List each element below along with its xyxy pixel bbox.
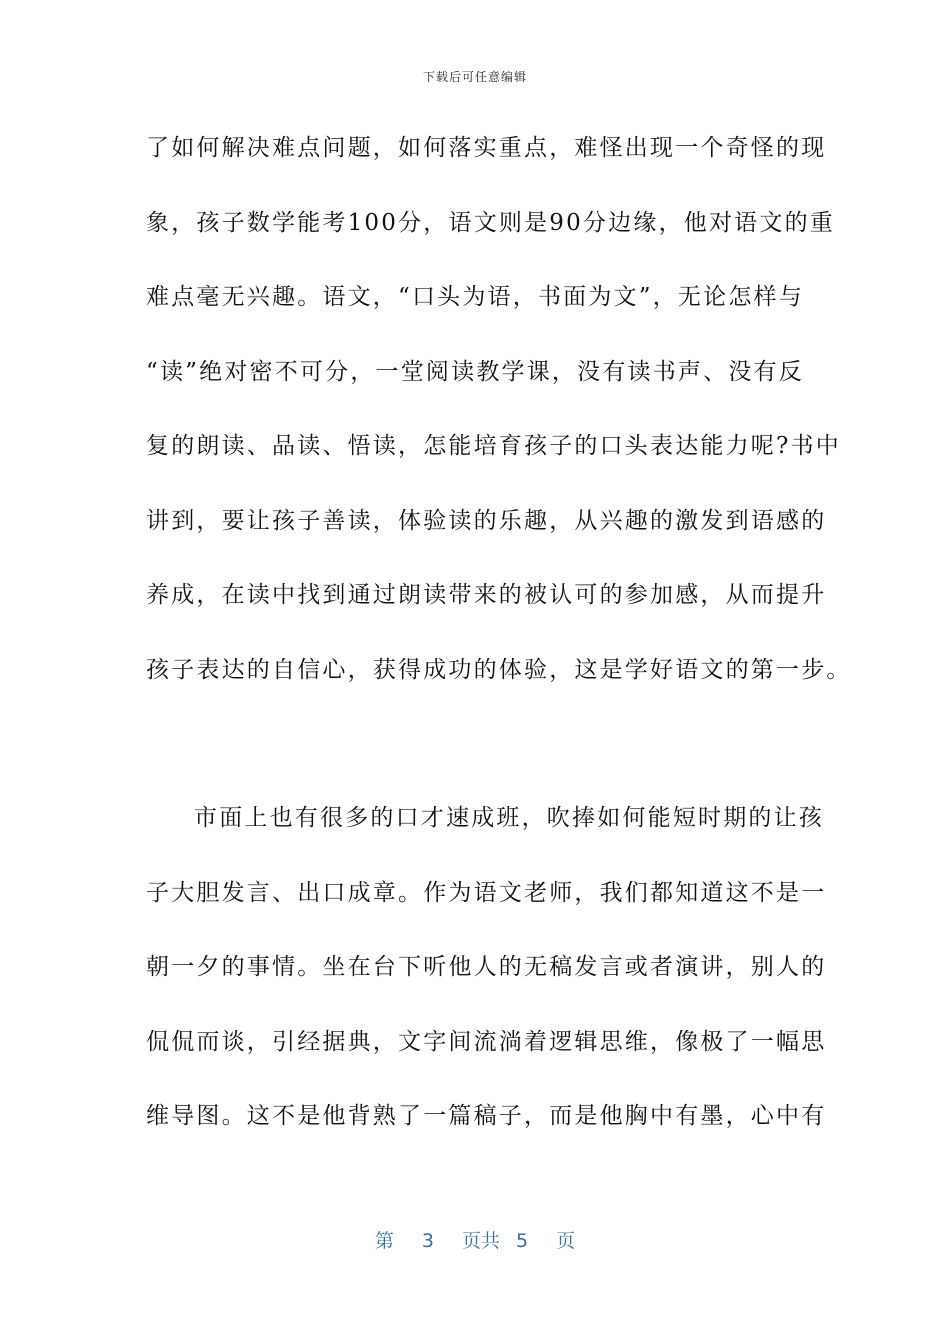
text-line: 养成，在读中找到通过朗读带来的被认可的参加感，从而提升 [146,582,827,608]
paragraph-2 [146,803,827,1176]
footer-current-page: 3 [421,1230,434,1252]
text-line: 复的朗读、品读、悟读，怎能培育孩子的口头表达能力呢?书中 [146,433,841,459]
text-line: 朝一夕的事情。坐在台下听他人的无稿发言或者演讲，别人的 [146,954,827,980]
text-line: 难点毫无兴趣。语文，“口头为语，书面为文”，无论怎样与 [146,284,804,310]
footer-ye: 页 [556,1230,576,1252]
text-line: 孩子表达的自信心，获得成功的体验，这是学好语文的第一步。 [146,656,852,683]
text-line: 象，孩子数学能考100分，语文则是90分边缘，他对语文的重 [146,209,835,236]
text-line: 侃侃而谈，引经据典，文字间流淌着逻辑思维，像极了一幅思 [146,1028,827,1055]
text-line: 子大胆发言、出口成章。作为语文老师，我们都知道这不是一 [146,879,827,906]
footer-di: 第 [374,1230,394,1252]
footer-ye-gong: 页共 [461,1230,500,1252]
footer-total-pages: 5 [516,1230,529,1252]
paragraph-1 [146,133,852,729]
page-number-footer [0,1226,950,1253]
page-header-note: 下载后可任意编辑 [422,70,527,84]
text-line: 维导图。这不是他背熟了一篇稿子，而是他胸中有墨，心中有 [146,1103,827,1129]
text-line: 了如何解决难点问题，如何落实重点，难怪出现一个奇怪的现 [146,135,827,161]
text-line: 市面上也有很多的口才速成班，吹捧如何能短时期的让孩 [194,805,824,831]
text-line: 讲到，要让孩子善读，体验读的乐趣，从兴趣的激发到语感的 [146,507,827,534]
text-line: “读”绝对密不可分，一堂阅读教学课，没有读书声、没有反 [146,358,804,385]
